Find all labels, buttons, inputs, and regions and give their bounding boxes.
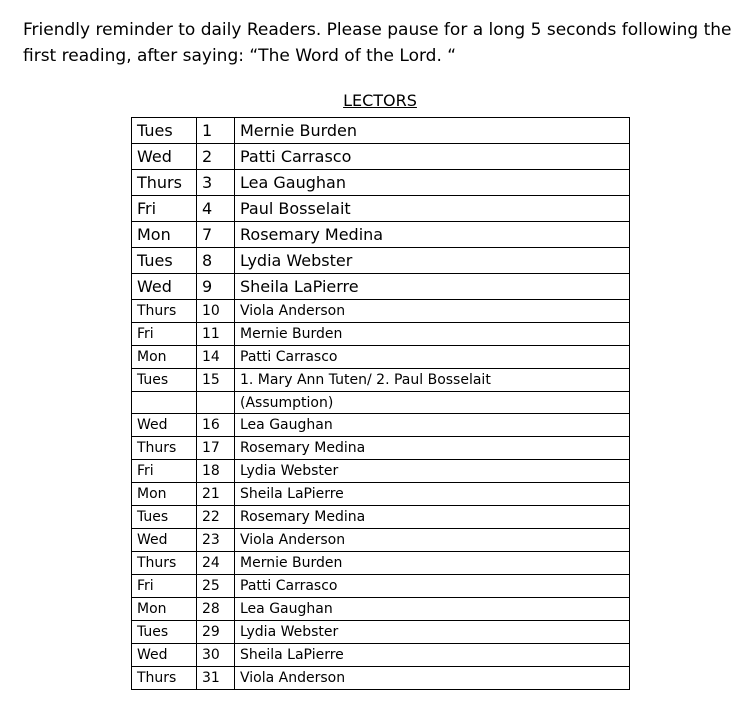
day-cell: Tues — [132, 118, 197, 144]
date-cell: 21 — [197, 483, 235, 506]
lectors-table — [131, 117, 630, 690]
table-row — [132, 506, 630, 529]
table-row — [132, 300, 630, 323]
table-row — [132, 437, 630, 460]
lector-name-cell: Lea Gaughan — [235, 170, 630, 196]
date-cell: 4 — [197, 196, 235, 222]
date-cell: 15 — [197, 369, 235, 392]
day-cell: Mon — [132, 222, 197, 248]
date-cell: 10 — [197, 300, 235, 323]
date-cell: 31 — [197, 667, 235, 690]
lectors-heading: LECTORS — [343, 91, 417, 110]
lector-name-cell: Patti Carrasco — [235, 346, 630, 369]
table-row — [132, 644, 630, 667]
table-row — [132, 483, 630, 506]
table-row — [132, 552, 630, 575]
date-cell: 23 — [197, 529, 235, 552]
day-cell: Wed — [132, 644, 197, 667]
lectors-table-body — [132, 118, 630, 690]
lector-name-cell: Sheila LaPierre — [235, 274, 630, 300]
day-cell: Tues — [132, 248, 197, 274]
day-cell — [132, 392, 197, 414]
date-cell: 9 — [197, 274, 235, 300]
table-row — [132, 274, 630, 300]
day-cell: Thurs — [132, 552, 197, 575]
lector-name-cell: Paul Bosselait — [235, 196, 630, 222]
day-cell: Thurs — [132, 300, 197, 323]
lector-name-cell: Viola Anderson — [235, 529, 630, 552]
table-row — [132, 575, 630, 598]
date-cell: 18 — [197, 460, 235, 483]
lector-name-cell: Mernie Burden — [235, 323, 630, 346]
date-cell: 11 — [197, 323, 235, 346]
day-cell: Tues — [132, 621, 197, 644]
date-cell: 16 — [197, 414, 235, 437]
day-cell: Wed — [132, 414, 197, 437]
lector-name-cell: Lydia Webster — [235, 460, 630, 483]
date-cell: 28 — [197, 598, 235, 621]
date-cell: 14 — [197, 346, 235, 369]
date-cell: 2 — [197, 144, 235, 170]
lector-name-cell: Viola Anderson — [235, 667, 630, 690]
reminder-line-2: first reading, after saying: “The Word of the Lord. “ — [23, 46, 457, 66]
table-row — [132, 196, 630, 222]
date-cell — [197, 392, 235, 414]
table-row — [132, 346, 630, 369]
lector-name-cell: Lydia Webster — [235, 621, 630, 644]
lector-name-cell: Rosemary Medina — [235, 437, 630, 460]
day-cell: Mon — [132, 346, 197, 369]
table-row — [132, 323, 630, 346]
day-cell: Wed — [132, 144, 197, 170]
day-cell: Fri — [132, 575, 197, 598]
table-row — [132, 144, 630, 170]
date-cell: 3 — [197, 170, 235, 196]
day-cell: Wed — [132, 274, 197, 300]
table-row — [132, 392, 630, 414]
date-cell: 30 — [197, 644, 235, 667]
lector-name-cell: Viola Anderson — [235, 300, 630, 323]
lector-name-cell: Lea Gaughan — [235, 414, 630, 437]
table-row — [132, 222, 630, 248]
lector-name-cell: Rosemary Medina — [235, 222, 630, 248]
lector-name-cell: 1. Mary Ann Tuten/ 2. Paul Bosselait — [235, 369, 630, 392]
day-cell: Tues — [132, 369, 197, 392]
table-row — [132, 529, 630, 552]
date-cell: 1 — [197, 118, 235, 144]
table-row — [132, 170, 630, 196]
table-row — [132, 414, 630, 437]
table-row — [132, 248, 630, 274]
day-cell: Thurs — [132, 170, 197, 196]
lector-name-cell: Mernie Burden — [235, 118, 630, 144]
day-cell: Mon — [132, 483, 197, 506]
table-row — [132, 621, 630, 644]
day-cell: Wed — [132, 529, 197, 552]
day-cell: Mon — [132, 598, 197, 621]
table-row — [132, 598, 630, 621]
date-cell: 17 — [197, 437, 235, 460]
reminder-line-1: Friendly reminder to daily Readers. Please pause for a long 5 seconds following the — [23, 20, 732, 40]
date-cell: 7 — [197, 222, 235, 248]
lector-name-cell: Mernie Burden — [235, 552, 630, 575]
table-row — [132, 667, 630, 690]
day-cell: Fri — [132, 460, 197, 483]
reminder-notice — [23, 17, 745, 69]
date-cell: 25 — [197, 575, 235, 598]
date-cell: 29 — [197, 621, 235, 644]
lector-name-cell: Sheila LaPierre — [235, 644, 630, 667]
table-row — [132, 369, 630, 392]
lector-name-cell: Patti Carrasco — [235, 144, 630, 170]
table-row — [132, 460, 630, 483]
day-cell: Fri — [132, 323, 197, 346]
date-cell: 8 — [197, 248, 235, 274]
lector-name-cell: Patti Carrasco — [235, 575, 630, 598]
day-cell: Thurs — [132, 437, 197, 460]
lector-name-cell: Rosemary Medina — [235, 506, 630, 529]
day-cell: Tues — [132, 506, 197, 529]
date-cell: 24 — [197, 552, 235, 575]
lector-name-cell: (Assumption) — [235, 392, 630, 414]
table-row — [132, 118, 630, 144]
lector-name-cell: Lydia Webster — [235, 248, 630, 274]
day-cell: Thurs — [132, 667, 197, 690]
lector-name-cell: Sheila LaPierre — [235, 483, 630, 506]
day-cell: Fri — [132, 196, 197, 222]
lector-name-cell: Lea Gaughan — [235, 598, 630, 621]
date-cell: 22 — [197, 506, 235, 529]
